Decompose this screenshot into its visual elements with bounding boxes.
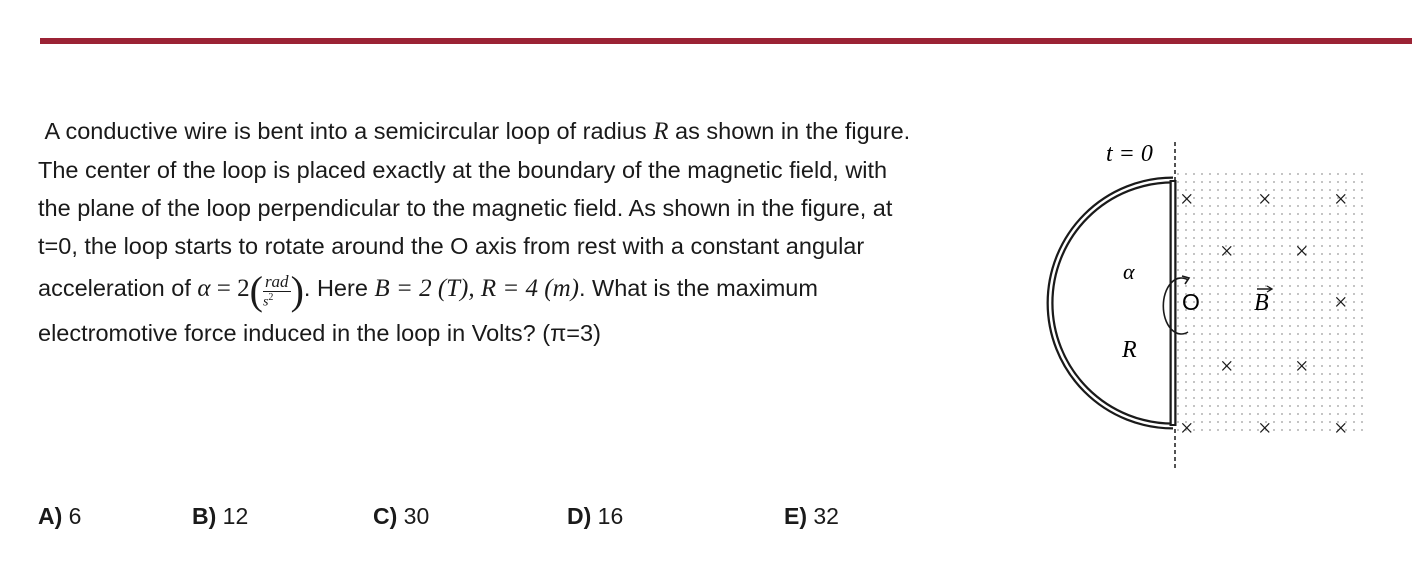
choice-a[interactable]: [38, 503, 81, 530]
field-cross: ×: [1334, 290, 1348, 316]
question-line-5-end: . What is the maximum: [578, 275, 818, 301]
question-line-1-text: A conductive wire is bent into a semicircular loop of radius: [44, 118, 654, 144]
question-line-4: t=0, the loop starts to rotate around the O axis from rest with a constant angular: [38, 233, 865, 259]
field-cross: ×: [1295, 239, 1309, 265]
question-line-6: electromotive force induced in the loop in Volts? (π=3): [38, 320, 601, 346]
field-cross: ×: [1220, 354, 1234, 380]
choice-c-letter: C): [373, 503, 398, 529]
question-line-1-end: as shown in the figure.: [668, 118, 911, 144]
question-line-1: [38, 112, 1028, 151]
semicircular-loop: [1050, 180, 1173, 426]
question-line-5-mid: . Here: [303, 275, 375, 301]
alpha-symbol: α: [197, 275, 211, 302]
choice-c[interactable]: [373, 503, 429, 530]
choice-e-letter: E): [784, 503, 807, 529]
time-label: t = 0: [1106, 141, 1153, 167]
top-divider-rule: [40, 38, 1412, 44]
radius-variable: R: [653, 118, 669, 145]
denominator-exponent: 2: [268, 292, 274, 304]
choice-d[interactable]: [567, 503, 623, 530]
field-cross: ×: [1180, 416, 1194, 442]
left-paren: (: [249, 268, 263, 313]
field-cross: ×: [1258, 416, 1272, 442]
choice-b-value: 12: [222, 503, 249, 529]
radius-label: R: [1122, 337, 1137, 363]
question-line-5: [38, 263, 1028, 314]
choice-a-value: 6: [68, 503, 82, 529]
choice-b-letter: B): [192, 503, 217, 529]
question-line-3: the plane of the loop perpendicular to the magnetic field. As shown in the figure, at: [38, 195, 893, 221]
choice-a-letter: A): [38, 503, 63, 529]
loop-figure: [1040, 132, 1380, 477]
field-cross: ×: [1180, 187, 1194, 213]
field-cross: ×: [1220, 239, 1234, 265]
question-line-2: The center of the loop is placed exactly at the boundary of the magnetic field, with: [38, 157, 888, 183]
answer-choices: [0, 503, 900, 537]
question-text: [38, 112, 1028, 352]
fraction-denominator: [263, 292, 291, 310]
fraction-numerator: rad: [264, 272, 289, 292]
choice-e[interactable]: [784, 503, 839, 530]
alpha-label: α: [1123, 259, 1135, 284]
field-b-label: B: [1254, 290, 1269, 316]
field-cross: ×: [1295, 354, 1309, 380]
field-cross: ×: [1258, 187, 1272, 213]
field-cross: ×: [1334, 187, 1348, 213]
choice-d-letter: D): [567, 503, 592, 529]
field-cross: ×: [1334, 416, 1348, 442]
choice-c-value: 30: [403, 503, 430, 529]
choice-b[interactable]: [192, 503, 248, 530]
choice-d-value: 16: [597, 503, 624, 529]
axis-o-label: O: [1182, 289, 1200, 315]
right-paren: ): [290, 268, 304, 313]
alpha-value: = 2: [210, 275, 250, 302]
semicircular-loop-inner: [1050, 180, 1173, 426]
given-values: B = 2 (T), R = 4 (m): [374, 275, 579, 302]
choice-e-value: 32: [813, 503, 839, 529]
question-line-5-start: acceleration of: [38, 275, 198, 301]
denominator-base: s: [262, 295, 269, 310]
unit-fraction: [263, 273, 291, 310]
